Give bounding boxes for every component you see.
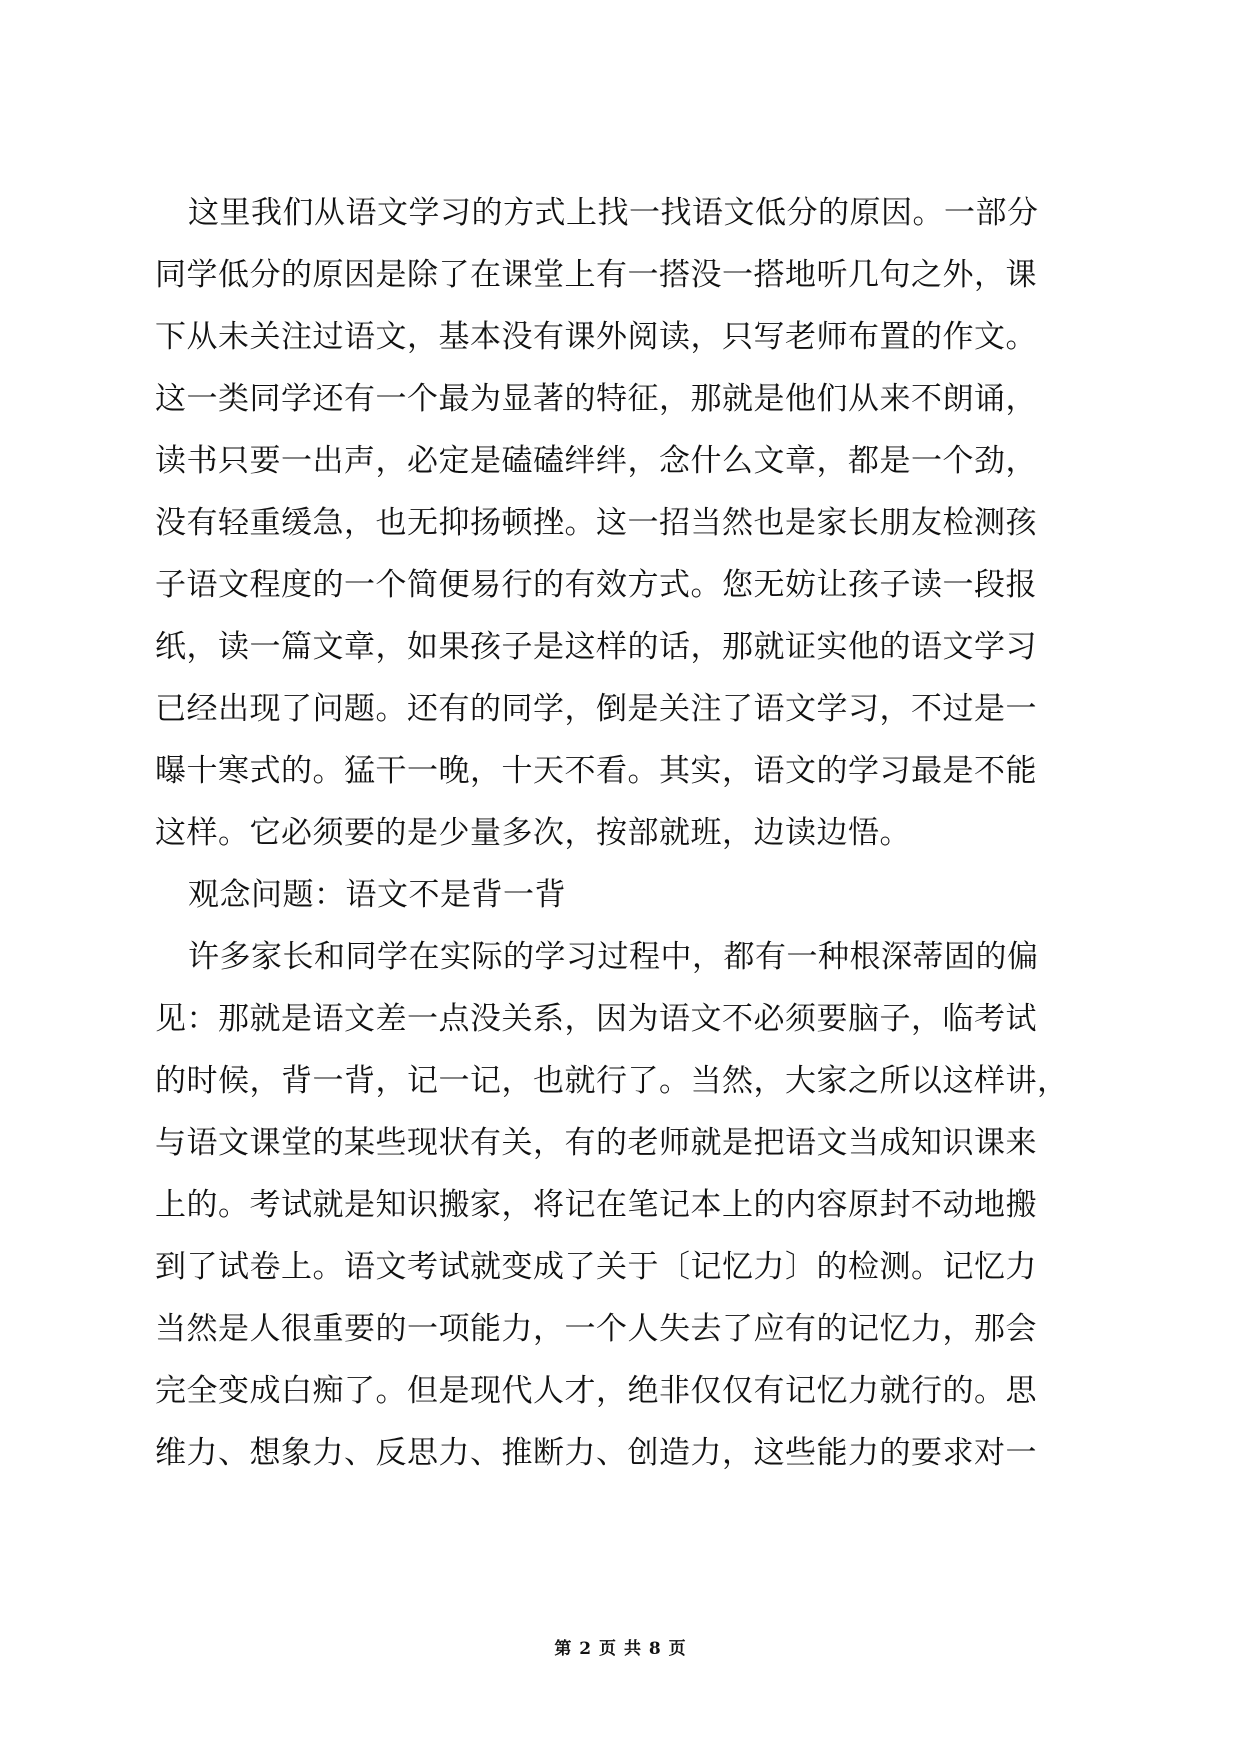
text-line: 见：那就是语文差一点没关系，因为语文不必须要脑子，临考试	[155, 1001, 1037, 1037]
text-line: 的时候，背一背，记一记，也就行了。当然，大家之所以这样讲，	[155, 1063, 1069, 1099]
text-line: 许多家长和同学在实际的学习过程中，都有一种根深蒂固的偏	[188, 939, 1039, 975]
text-line: 曝十寒式的。猛干一晚，十天不看。其实，语文的学习最是不能	[155, 753, 1037, 789]
text-line: 这里我们从语文学习的方式上找一找语文低分的原因。一部分	[188, 195, 1039, 231]
text-line: 观念问题：语文不是背一背	[188, 877, 566, 913]
text-line: 维力、想象力、反思力、推断力、创造力，这些能力的要求对一	[155, 1435, 1037, 1471]
body-text	[155, 188, 1095, 1490]
text-line: 已经出现了问题。还有的同学，倒是关注了语文学习，不过是一	[155, 691, 1037, 727]
text-line: 这一类同学还有一个最为显著的特征，那就是他们从来不朗诵，	[155, 381, 1037, 417]
text-line: 上的。考试就是知识搬家，将记在笔记本上的内容原封不动地搬	[155, 1187, 1037, 1223]
text-line: 完全变成白痴了。但是现代人才，绝非仅仅有记忆力就行的。思	[155, 1373, 1037, 1409]
text-line: 纸，读一篇文章，如果孩子是这样的话，那就证实他的语文学习	[155, 629, 1037, 665]
text-line: 子语文程度的一个简便易行的有效方式。您无妨让孩子读一段报	[155, 567, 1037, 603]
text-line: 下从未关注过语文，基本没有课外阅读，只写老师布置的作文。	[155, 319, 1037, 355]
text-line: 当然是人很重要的一项能力，一个人失去了应有的记忆力，那会	[155, 1311, 1037, 1347]
text-line: 读书只要一出声，必定是磕磕绊绊，念什么文章，都是一个劲，	[155, 443, 1037, 479]
text-line: 同学低分的原因是除了在课堂上有一搭没一搭地听几句之外，课	[155, 257, 1037, 293]
text-line: 没有轻重缓急，也无抑扬顿挫。这一招当然也是家长朋友检测孩	[155, 505, 1037, 541]
text-line: 与语文课堂的某些现状有关，有的老师就是把语文当成知识课来	[155, 1125, 1037, 1161]
text-line: 这样。它必须要的是少量多次，按部就班，边读边悟。	[155, 815, 911, 851]
text-line: 到了试卷上。语文考试就变成了关于〔记忆力〕的检测。记忆力	[155, 1249, 1037, 1285]
page-number-footer: 第 2 页 共 8 页	[554, 1639, 687, 1659]
